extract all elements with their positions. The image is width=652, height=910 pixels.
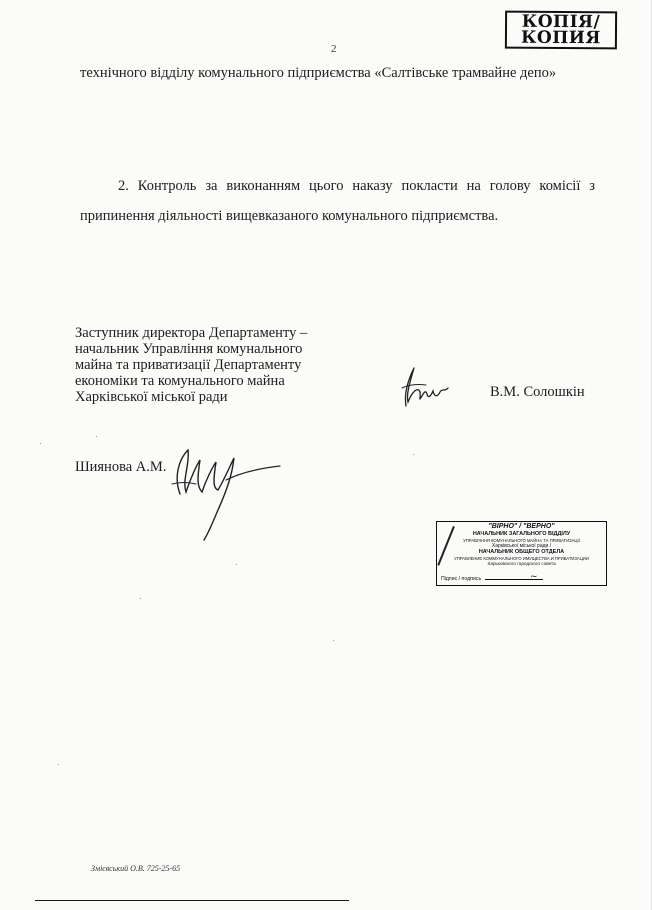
scan-speck bbox=[413, 454, 414, 455]
scan-speck bbox=[140, 598, 141, 599]
certification-stamp bbox=[436, 521, 607, 586]
stamp-sign-label: Підпис / подпись bbox=[441, 576, 482, 582]
signer-signature bbox=[168, 436, 284, 544]
copy-stamp-line-russian: КОПИЯ bbox=[520, 27, 601, 49]
signatory-position-line: економіки та комунального майна bbox=[75, 373, 285, 389]
signatory-position-line: Заступник директора Департаменту – bbox=[75, 325, 308, 341]
stamp-heading: "ВІРНО" / "ВЕРНО" bbox=[488, 523, 555, 530]
signatory-position-line: майна та приватизації Департаменту bbox=[75, 357, 302, 373]
executor-contact: Змієвський О.В. 725-25-65 bbox=[91, 864, 181, 873]
stamp-department-russian: УПРАВЛЕНИЕ КОММУНАЛЬНОГО ИМУЩЕСТВА И ПРИВАТИЗАЦИИ bbox=[454, 555, 589, 561]
copy-stamp-line-ukrainian: КОПІЯ/ bbox=[521, 11, 601, 33]
stamp-sign-row bbox=[441, 576, 543, 582]
director-name: В.М. Солошкін bbox=[490, 384, 585, 400]
signatory-position-line: начальник Управління комунального bbox=[75, 341, 303, 357]
paragraph-control-clause bbox=[80, 171, 595, 231]
stamp-handwritten-mark: ~ bbox=[530, 572, 538, 582]
scan-speck bbox=[96, 436, 97, 437]
stamp-council-russian: Харьковского городского совета bbox=[487, 561, 556, 566]
scan-speck bbox=[333, 640, 334, 641]
scan-speck bbox=[236, 564, 237, 565]
scan-speck bbox=[58, 764, 59, 765]
copy-stamp bbox=[505, 11, 617, 50]
footer-rule bbox=[35, 900, 349, 901]
signer-name: Шиянова А.М. bbox=[75, 459, 167, 475]
signatory-position bbox=[75, 325, 345, 405]
paragraph-continuation: технічного відділу комунального підприємства «Салтівське трамвайне депо» bbox=[80, 65, 557, 81]
scan-speck bbox=[40, 443, 41, 444]
paragraph-control-clause-text: 2. Контроль за виконанням цього наказу покласти на голову комісії з припинення діяльності вищевказаного комунального підприємства. bbox=[80, 178, 595, 224]
director-signature bbox=[396, 362, 454, 412]
page-number: 2 bbox=[331, 43, 337, 55]
stamp-title-russian: НАЧАЛЬНИК ОБЩЕГО ОТДЕЛА bbox=[478, 549, 565, 555]
stamp-title-ukrainian: НАЧАЛЬНИК ЗАГАЛЬНОГО ВІДДІЛУ bbox=[472, 531, 571, 537]
signatory-position-line: Харківської міської ради bbox=[75, 389, 228, 405]
stamp-department-ukrainian: УПРАВЛІННЯ КОМУНАЛЬНОГО МАЙНА ТА ПРИВАТИЗАЦІЇ bbox=[463, 537, 580, 543]
stamp-council-ukrainian: Харківської міської ради / bbox=[491, 543, 552, 549]
